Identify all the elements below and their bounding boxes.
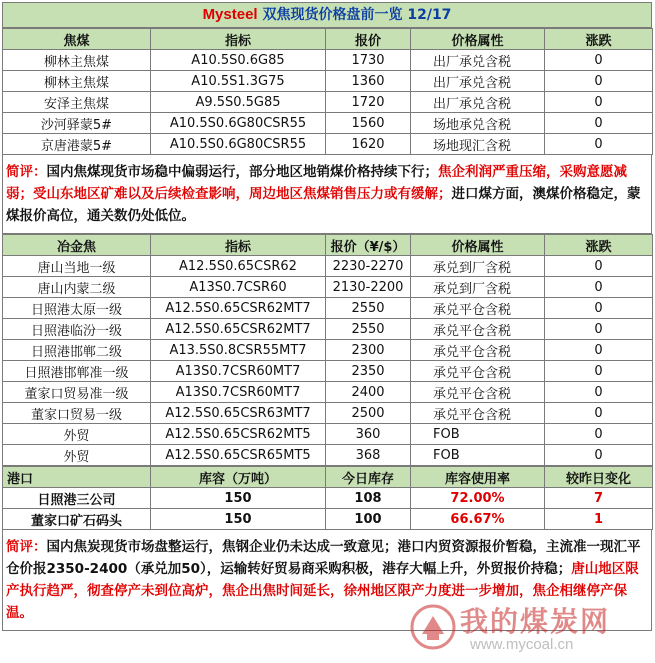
table-cell: 承兑平仓含税 [411, 361, 545, 382]
col-header: 报价（¥/$） [326, 235, 411, 256]
table-row [3, 361, 653, 382]
coke-table [2, 234, 653, 466]
table-cell: A10.5S1.3G75 [151, 71, 326, 92]
table-cell: 京唐港蒙5# [3, 134, 151, 155]
table-cell: 日照港邯郸二级 [3, 340, 151, 361]
table-cell: A10.5S0.6G85 [151, 50, 326, 71]
table-cell: A9.5S0.5G85 [151, 92, 326, 113]
table-cell: 承兑平仓含税 [411, 298, 545, 319]
title-date: 12/17 [407, 7, 452, 23]
table-cell: A12.5S0.65CSR63MT7 [151, 403, 326, 424]
table-cell: 150 [151, 488, 326, 509]
table-cell: 2350 [326, 361, 411, 382]
table-cell: 2550 [326, 319, 411, 340]
col-header: 库容使用率 [411, 467, 545, 488]
sheet-title [2, 2, 652, 28]
table-cell: A13S0.7CSR60 [151, 277, 326, 298]
table-cell: 0 [545, 403, 653, 424]
col-header: 较昨日变化 [545, 467, 653, 488]
table-cell: 66.67% [411, 509, 545, 530]
table-cell: 0 [545, 382, 653, 403]
table-cell: 360 [326, 424, 411, 445]
table-cell: 1 [545, 509, 653, 530]
table-cell: 唐山当地一级 [3, 256, 151, 277]
table-row [3, 71, 653, 92]
coke-comment [2, 530, 652, 631]
table-cell: A13S0.7CSR60MT7 [151, 361, 326, 382]
coking-coal-table [2, 28, 653, 155]
table-cell: 承兑平仓含税 [411, 340, 545, 361]
comment-label: 简评： [6, 539, 47, 555]
table-row [3, 488, 653, 509]
col-header: 今日库存 [326, 467, 411, 488]
table-cell: 日照港邯郸准一级 [3, 361, 151, 382]
table-cell: 承兑平仓含税 [411, 382, 545, 403]
port-header [3, 467, 653, 488]
table-cell: 日照港太原一级 [3, 298, 151, 319]
col-header: 冶金焦 [3, 235, 151, 256]
comment-text: 国内焦炭现货市场盘整运行，焦钢企业仍未达成一致意见；港口内贸资源报价暂稳，主流准一现汇平仓价报2350-2400（承兑加50），运输转好贸易商采购积极，港存大幅上升，外贸报价持稳； [6, 539, 641, 577]
col-header: 焦煤 [3, 29, 151, 50]
table-cell: 董家口贸易一级 [3, 403, 151, 424]
table-cell: FOB [411, 424, 545, 445]
table-row [3, 50, 653, 71]
table-cell: 0 [545, 92, 653, 113]
table-cell: 0 [545, 71, 653, 92]
table-cell: 日照港三公司 [3, 488, 151, 509]
table-cell: A12.5S0.65CSR65MT5 [151, 445, 326, 466]
comment-highlight: 唐山地区限产执行趋严，彻查停产未到位高炉，焦企出焦时间延长，徐州地区限产力度进一步增加，焦企相继停产保温。 [6, 561, 639, 621]
table-row [3, 92, 653, 113]
table-cell: 2230-2270 [326, 256, 411, 277]
table-row [3, 256, 653, 277]
table-cell: A12.5S0.65CSR62 [151, 256, 326, 277]
table-cell: 场地承兑含税 [411, 113, 545, 134]
comment-label: 简评： [6, 164, 47, 180]
table-row [3, 445, 653, 466]
col-header: 涨跌 [545, 29, 653, 50]
table-row [3, 340, 653, 361]
table-row [3, 382, 653, 403]
table-row [3, 277, 653, 298]
table-cell: 1360 [326, 71, 411, 92]
title-text: 双焦现货价格盘前一览 [262, 7, 403, 23]
table-cell: A10.5S0.6G80CSR55 [151, 134, 326, 155]
table-cell: 出厂承兑含税 [411, 92, 545, 113]
price-sheet [2, 2, 652, 631]
table-cell: 承兑到厂含税 [411, 256, 545, 277]
col-header: 指标 [151, 29, 326, 50]
table-cell: 108 [326, 488, 411, 509]
table-cell: 7 [545, 488, 653, 509]
table-cell: 外贸 [3, 424, 151, 445]
watermark-url: www.mycoal.cn [470, 636, 574, 653]
table-cell: 1560 [326, 113, 411, 134]
table-cell: 1730 [326, 50, 411, 71]
table-row [3, 319, 653, 340]
table-cell: A13S0.7CSR60MT7 [151, 382, 326, 403]
table-row [3, 509, 653, 530]
table-cell: 安泽主焦煤 [3, 92, 151, 113]
table-cell: 0 [545, 445, 653, 466]
table-cell: 0 [545, 50, 653, 71]
table-cell: A12.5S0.65CSR62MT7 [151, 298, 326, 319]
col-header: 指标 [151, 235, 326, 256]
table-cell: 柳林主焦煤 [3, 71, 151, 92]
col-header: 港口 [3, 467, 151, 488]
coking-coal-comment [2, 155, 652, 234]
table-cell: 董家口矿石码头 [3, 509, 151, 530]
table-cell: 0 [545, 340, 653, 361]
table-cell: 0 [545, 134, 653, 155]
table-cell: 场地现汇含税 [411, 134, 545, 155]
table-row [3, 298, 653, 319]
table-row [3, 424, 653, 445]
table-cell: 承兑平仓含税 [411, 403, 545, 424]
table-cell: A12.5S0.65CSR62MT7 [151, 319, 326, 340]
watermark-text: 我的煤炭网 [460, 605, 611, 638]
table-cell: A10.5S0.6G80CSR55 [151, 113, 326, 134]
table-cell: 0 [545, 113, 653, 134]
col-header: 库容（万吨） [151, 467, 326, 488]
coking-coal-header [3, 29, 653, 50]
table-cell: 承兑平仓含税 [411, 319, 545, 340]
table-cell: 0 [545, 298, 653, 319]
brand-name: Mysteel [202, 6, 258, 23]
table-cell: 2130-2200 [326, 277, 411, 298]
table-cell: 柳林主焦煤 [3, 50, 151, 71]
table-cell: 0 [545, 361, 653, 382]
table-cell: 150 [151, 509, 326, 530]
table-cell: 董家口贸易准一级 [3, 382, 151, 403]
port-inventory-table [2, 466, 653, 530]
comment-highlight: 焦企利润严重压缩，采购意愿减弱；受山东地区矿难以及后续检查影响，周边地区焦煤销售压力或有缓解； [6, 164, 627, 202]
table-cell: 外贸 [3, 445, 151, 466]
table-cell: A13.5S0.8CSR55MT7 [151, 340, 326, 361]
table-cell: 2300 [326, 340, 411, 361]
table-cell: 沙河驿蒙5# [3, 113, 151, 134]
col-header: 价格属性 [411, 235, 545, 256]
col-header: 报价 [326, 29, 411, 50]
table-row [3, 403, 653, 424]
table-cell: 1720 [326, 92, 411, 113]
table-cell: 72.00% [411, 488, 545, 509]
table-cell: 0 [545, 424, 653, 445]
table-cell: A12.5S0.65CSR62MT5 [151, 424, 326, 445]
table-cell: FOB [411, 445, 545, 466]
table-cell: 承兑到厂含税 [411, 277, 545, 298]
table-cell: 100 [326, 509, 411, 530]
table-cell: 出厂承兑含税 [411, 50, 545, 71]
table-cell: 2400 [326, 382, 411, 403]
table-cell: 0 [545, 256, 653, 277]
table-cell: 唐山内蒙二级 [3, 277, 151, 298]
table-row [3, 134, 653, 155]
table-row [3, 113, 653, 134]
table-cell: 出厂承兑含税 [411, 71, 545, 92]
comment-text: 进口煤方面，澳煤价格稳定，蒙煤报价高位，通关数仍处低位。 [6, 186, 641, 224]
table-cell: 368 [326, 445, 411, 466]
table-cell: 1620 [326, 134, 411, 155]
col-header: 价格属性 [411, 29, 545, 50]
coke-header [3, 235, 653, 256]
table-cell: 0 [545, 277, 653, 298]
table-cell: 2550 [326, 298, 411, 319]
table-cell: 日照港临汾一级 [3, 319, 151, 340]
comment-text: 国内焦煤现货市场稳中偏弱运行，部分地区地销煤价格持续下行； [46, 164, 438, 180]
col-header: 涨跌 [545, 235, 653, 256]
table-cell: 2500 [326, 403, 411, 424]
table-cell: 0 [545, 319, 653, 340]
